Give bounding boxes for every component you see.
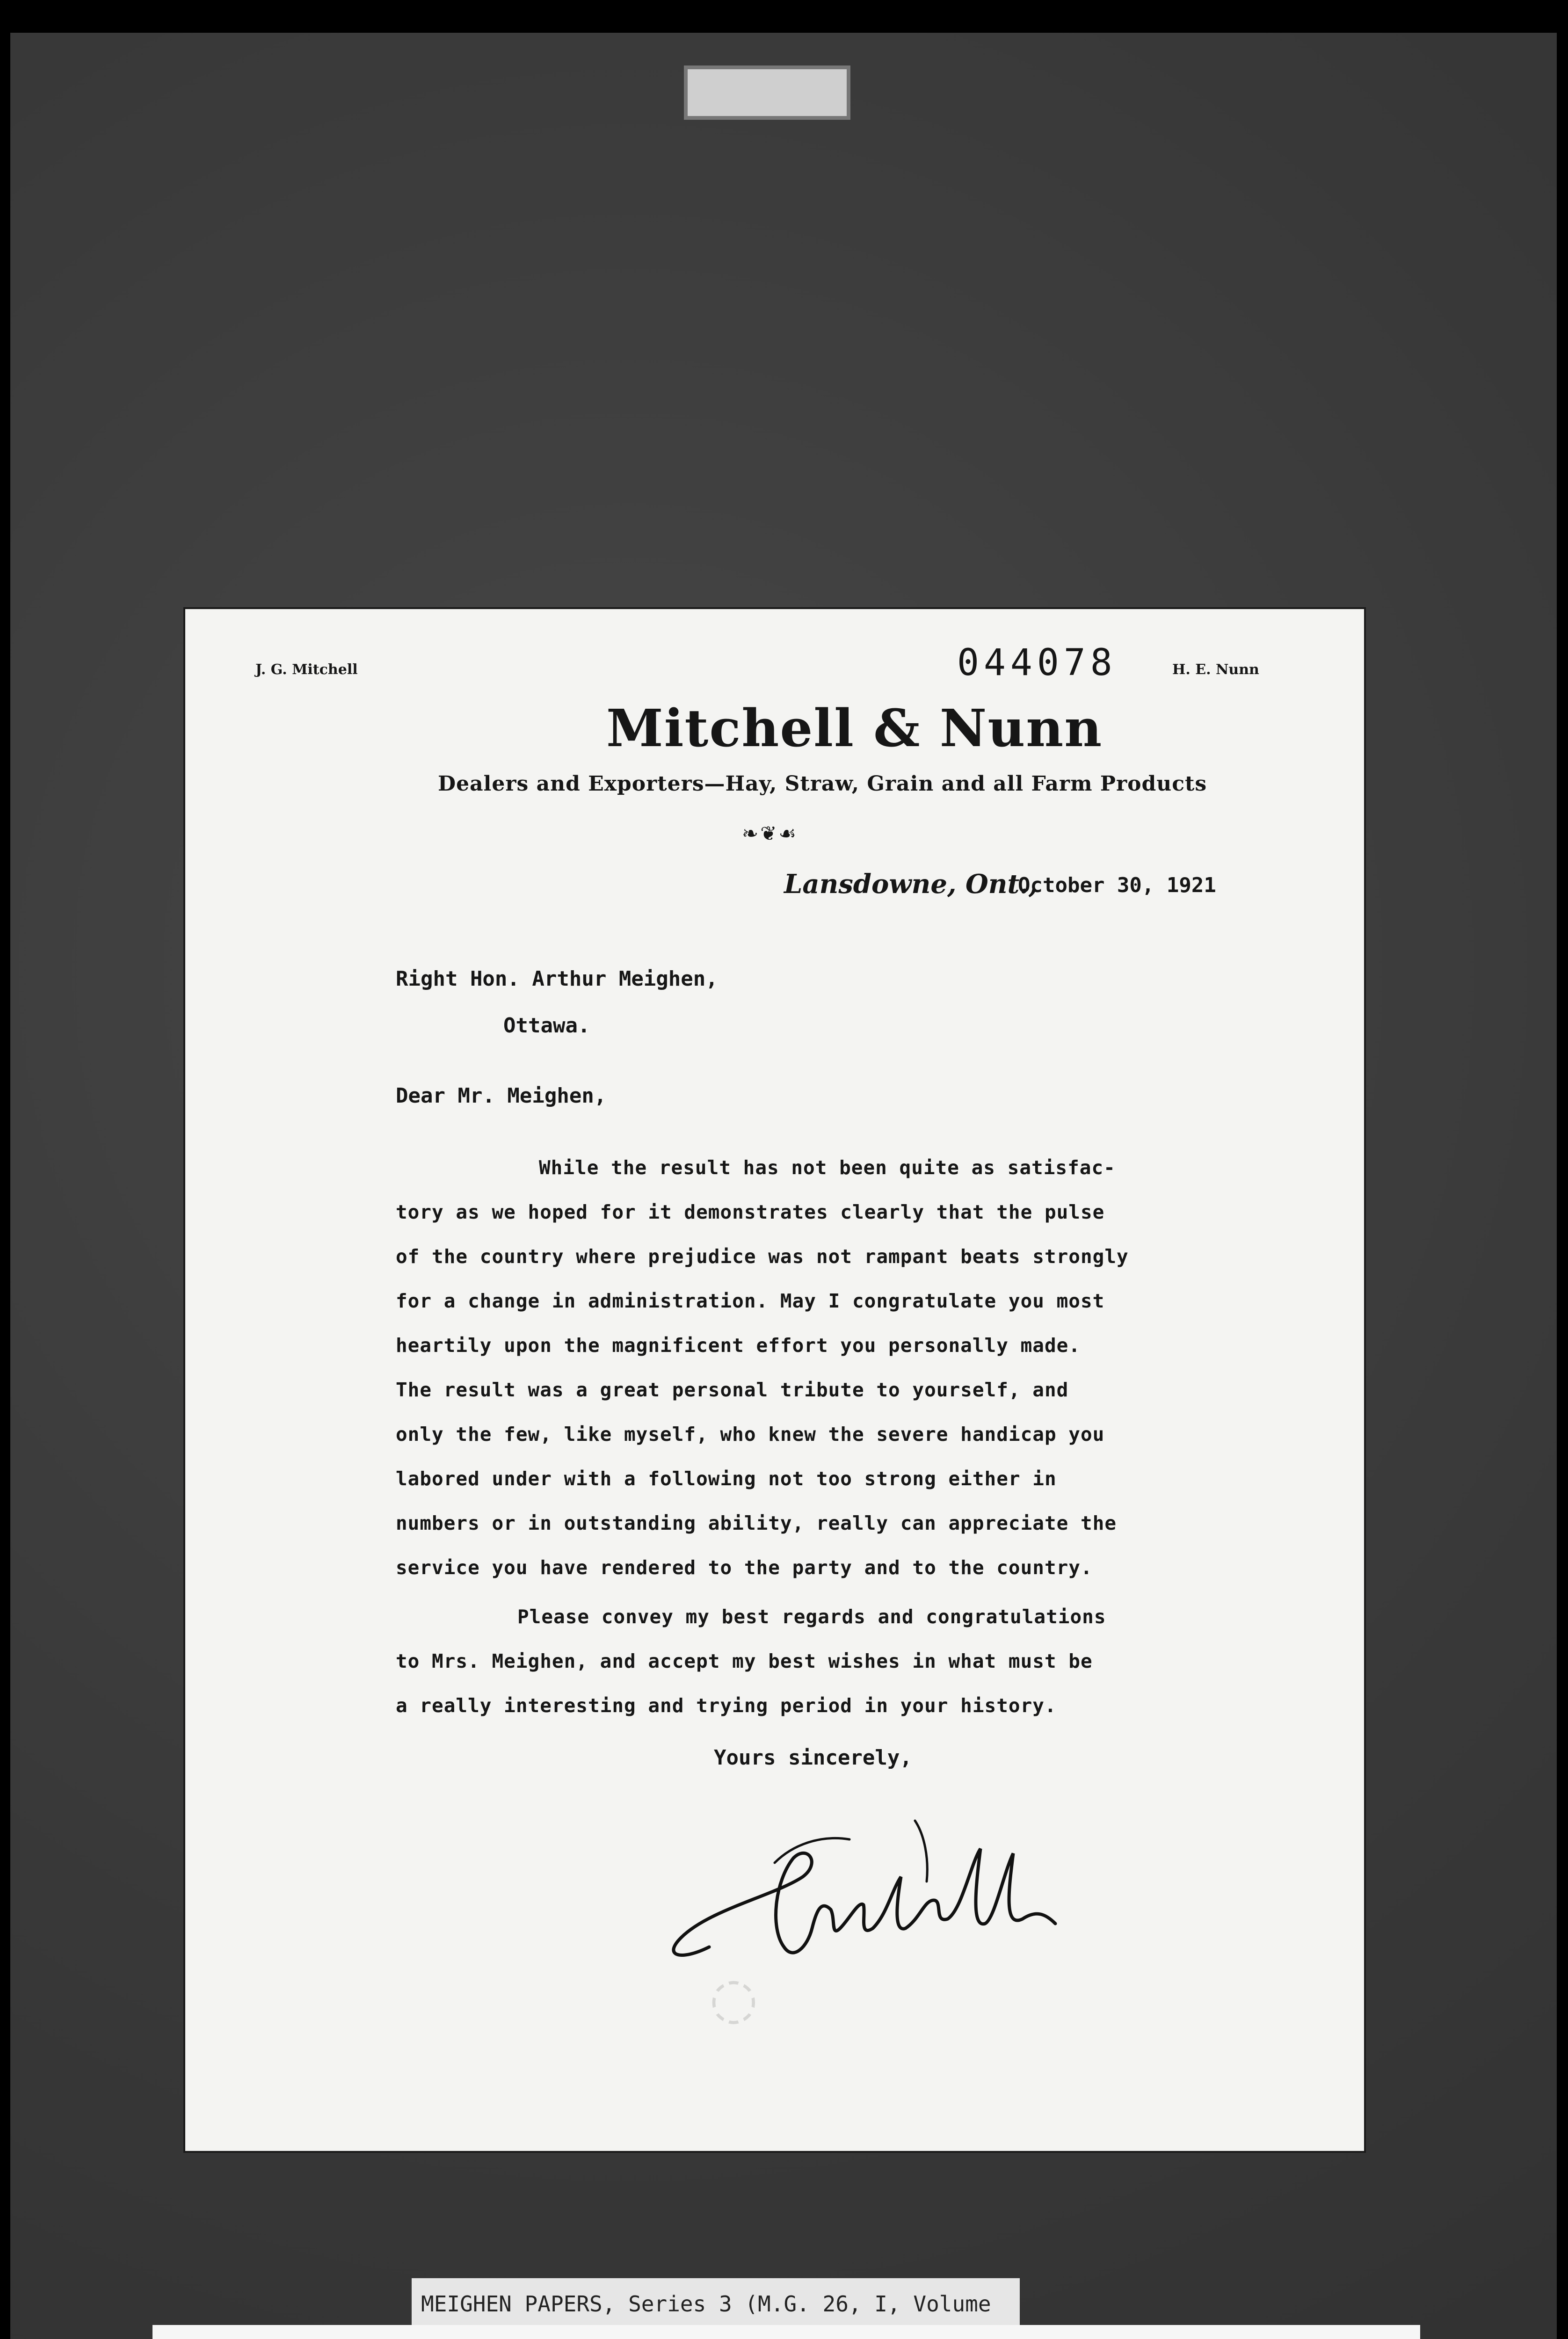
body-line: Please convey my best regards and congratulations bbox=[517, 1605, 1106, 1628]
body-line: only the few, like myself, who knew the severe handicap you bbox=[396, 1423, 1105, 1446]
body-line: to Mrs. Meighen, and accept my best wishes in what must be bbox=[396, 1650, 1093, 1672]
recipient-city: Ottawa. bbox=[503, 1014, 590, 1038]
body-line: The result was a great personal tribute to yourself, and bbox=[396, 1379, 1069, 1401]
body-line: numbers or in outstanding ability, really can appreciate the bbox=[396, 1512, 1117, 1534]
handwritten-signature bbox=[653, 1807, 1074, 1975]
body-line: While the result has not been quite as satisfac- bbox=[539, 1156, 1116, 1179]
closing: Yours sincerely, bbox=[714, 1746, 912, 1770]
body-line: service you have rendered to the party and to the country. bbox=[396, 1556, 1093, 1579]
body-line: of the country where prejudice was not rampant beats strongly bbox=[396, 1245, 1129, 1268]
letterhead-partner-right: H. E. Nunn bbox=[1172, 661, 1259, 678]
letterhead-partner-left: J. G. Mitchell bbox=[255, 661, 358, 678]
firm-tagline: Dealers and Exporters—Hay, Straw, Grain and all Farm Products bbox=[438, 772, 1207, 796]
body-line: a really interesting and trying period in your history. bbox=[396, 1694, 1057, 1717]
body-line: labored under with a following not too strong either in bbox=[396, 1467, 1057, 1490]
paper-clip bbox=[684, 65, 850, 120]
reference-label: MEIGHEN PAPERS, Series 3 (M.G. 26, I, Volume bbox=[412, 2278, 1020, 2330]
letter-date: October 30, 1921 bbox=[1018, 873, 1216, 897]
salutation: Dear Mr. Meighen, bbox=[396, 1084, 607, 1108]
recipient-name: Right Hon. Arthur Meighen, bbox=[396, 967, 718, 991]
firm-name: Mitchell & Nunn bbox=[606, 698, 1103, 758]
document-number: 044078 bbox=[957, 642, 1117, 684]
body-line: tory as we hoped for it demonstrates clearly that the pulse bbox=[396, 1201, 1105, 1223]
faint-pencil-mark: ◌ bbox=[709, 1966, 758, 2031]
letter-page bbox=[185, 609, 1364, 2151]
body-line: for a change in administration. May I congratulate you most bbox=[396, 1290, 1105, 1312]
body-line: heartily upon the magnificent effort you personally made. bbox=[396, 1334, 1081, 1357]
archive-stamp bbox=[152, 2325, 1420, 2339]
letterhead-ornament: ❧❦☙ bbox=[742, 822, 799, 845]
letter-place: Lansdowne, Ont., bbox=[784, 869, 1038, 900]
